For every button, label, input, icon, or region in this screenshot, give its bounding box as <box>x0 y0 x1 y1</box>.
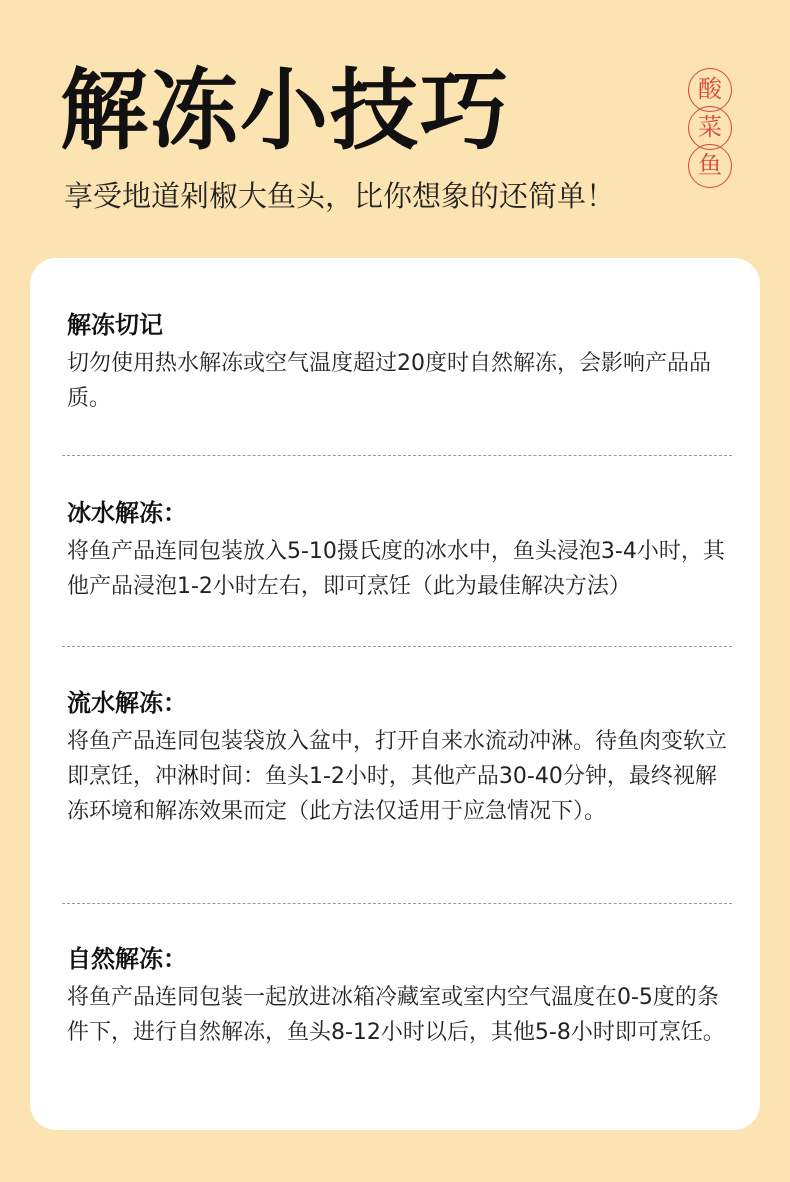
tips-card <box>30 258 760 1130</box>
section-body: 将鱼产品连同包装一起放进冰箱冷藏室或室内空气温度在0-5度的条件下，进行自然解冻，鱼头8-12小时以后，其他5-8小时即可烹饪。 <box>67 985 725 1045</box>
page-subtitle: 享受地道剁椒大鱼头，比你想象的还简单！ <box>64 179 616 213</box>
seal-char-1: 酸 <box>688 68 732 112</box>
section-title: 自然解冻： <box>67 945 187 973</box>
section-divider <box>62 903 732 904</box>
section-body: 切勿使用热水解冻或空气温度超过20度时自然解冻，会影响产品品质。 <box>67 351 711 411</box>
seal-char-2: 菜 <box>688 106 732 150</box>
section-natural-thaw <box>67 942 733 1050</box>
seal-char-3: 鱼 <box>688 144 732 188</box>
section-ice-water-thaw <box>67 496 733 604</box>
section-thaw-caution <box>67 308 733 416</box>
section-divider <box>62 455 732 456</box>
page-title: 解冻小技巧 <box>60 59 511 162</box>
section-divider <box>62 646 732 647</box>
section-running-water-thaw <box>67 686 733 829</box>
section-body: 将鱼产品连同包装袋放入盆中，打开自来水流动冲淋。待鱼肉变软立即烹饪，冲淋时间：鱼头1-2小时，其他产品30-40分钟，最终视解冻环境和解冻效果而定（此方法仅适用于应急情况下）。 <box>67 729 728 824</box>
section-body: 将鱼产品连同包装放入5-10摄氏度的冰水中，鱼头浸泡3-4小时，其他产品浸泡1-2小时左右，即可烹饪（此为最佳解决方法） <box>67 539 725 599</box>
section-title: 冰水解冻： <box>67 499 187 527</box>
section-title: 解冻切记 <box>67 311 163 339</box>
section-title: 流水解冻： <box>67 689 187 717</box>
